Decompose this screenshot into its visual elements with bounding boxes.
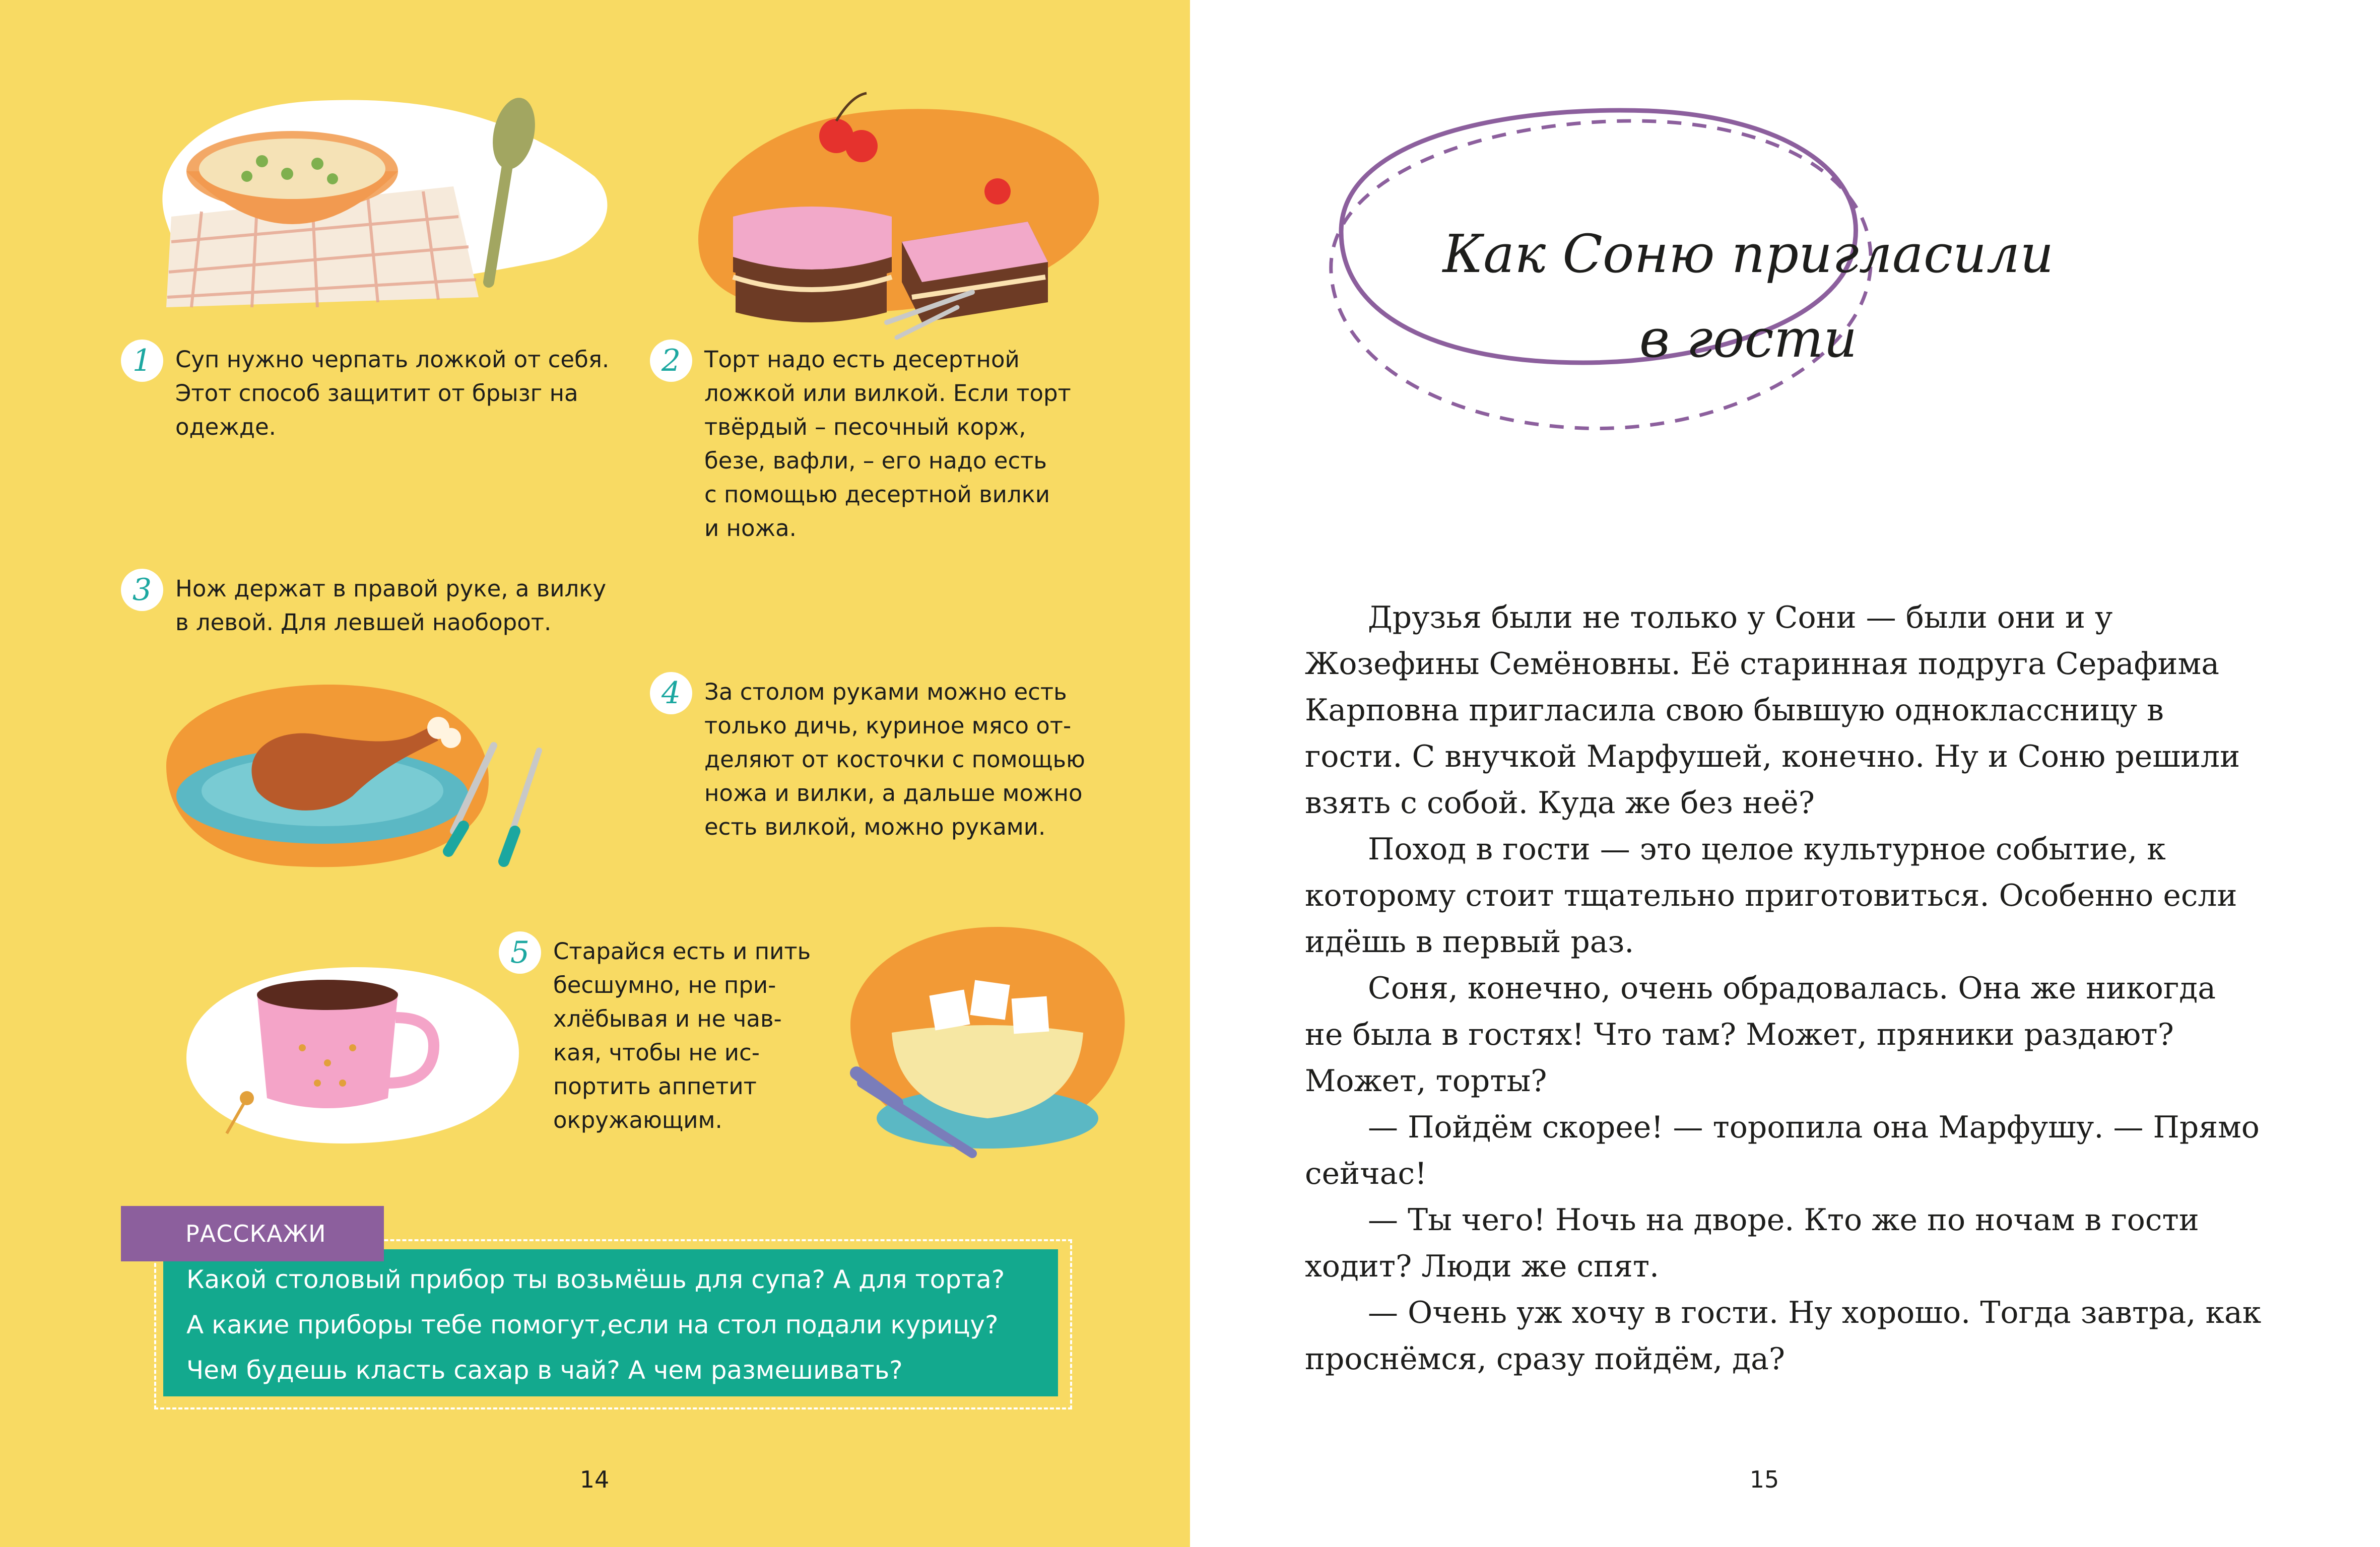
page-number-right: 15	[1749, 1466, 1779, 1493]
cake-icon	[685, 91, 1108, 353]
tell-question: Какой столовый прибор ты возьмёшь для супа? А для торта?	[186, 1265, 1005, 1294]
soup-bowl-icon	[126, 86, 620, 317]
tell-label: РАССКАЖИ	[121, 1206, 384, 1261]
tip-1	[121, 343, 609, 444]
story-text	[1305, 594, 2262, 1382]
tip-2	[650, 343, 1071, 545]
story-paragraph: Соня, конечно, очень обрадовалась. Она же никогда не была в гостях! Что там? Может, пряники раздают? Может, торты?	[1305, 971, 2216, 1099]
tell-question: Чем будешь класть сахар в чай? А чем размешивать?	[186, 1356, 903, 1385]
right-page	[1190, 0, 2380, 1547]
tip-text: За столом руками можно есть только дичь, куриное мясо от- деляют от косточки с помощью ножа и вилки, а дальше можно есть вилкой, можно руками.	[704, 679, 1085, 840]
tell-question: А какие приборы тебе помогут,если на стол подали курицу?	[186, 1310, 999, 1339]
tip-number: 5	[499, 931, 541, 974]
page-number-left: 14	[579, 1466, 610, 1493]
tip-text: Нож держат в правой руке, а вилку в левой. Для левшей наоборот.	[175, 575, 607, 636]
tip-text: Торт надо есть десертной ложкой или вилкой. Если торт твёрдый – песочный корж, безе, вафли, – его надо есть с помощью десертной вилки и ножа.	[704, 346, 1071, 542]
chapter-title	[1431, 212, 2066, 381]
tip-number: 3	[121, 569, 163, 611]
tell-questions	[186, 1257, 1053, 1393]
tip-number: 4	[650, 672, 692, 714]
tip-number: 1	[121, 340, 163, 382]
tip-number: 2	[650, 340, 692, 382]
chapter-title-line: Как Соню пригласили	[1442, 223, 2054, 285]
story-paragraph: Поход в гости — это целое культурное событие, к которому стоит тщательно приготовиться. Особенно если идёшь в первый раз.	[1305, 832, 2237, 960]
story-paragraph: Друзья были не только у Сони — были они и у Жозефины Семёновны. Её старинная подруга Серафима Карповна пригласила свою бывшую одноклассницу в гости. С внучкой Марфушей, конечно. Ну и Соню решили взять с собой. Куда же без неё?	[1305, 600, 2240, 821]
sugar-bowl-icon	[831, 917, 1144, 1179]
chicken-plate-icon	[156, 680, 559, 892]
story-paragraph: — Очень уж хочу в гости. Ну хорошо. Тогда завтра, как проснёмся, сразу пойдём, да?	[1305, 1295, 2262, 1377]
tip-text: Суп нужно черпать ложкой от себя. Этот способ защитит от брызг на одежде.	[175, 346, 610, 440]
tip-5	[499, 934, 811, 1137]
teacup-icon	[176, 947, 529, 1159]
tip-3	[121, 572, 606, 639]
chapter-title-line: в гости	[1639, 308, 1858, 369]
tip-text: Старайся есть и пить бесшумно, не при- хлёбывая и не чав- кая, чтобы не ис- портить аппетит окружающим.	[553, 938, 811, 1133]
tip-4	[650, 675, 1085, 844]
story-paragraph: — Ты чего! Ночь на дворе. Кто же по ночам в гости ходит? Люди же спят.	[1305, 1202, 2199, 1284]
story-paragraph: — Пойдём скорее! — торопила она Марфушу. — Прямо сейчас!	[1305, 1110, 2260, 1191]
